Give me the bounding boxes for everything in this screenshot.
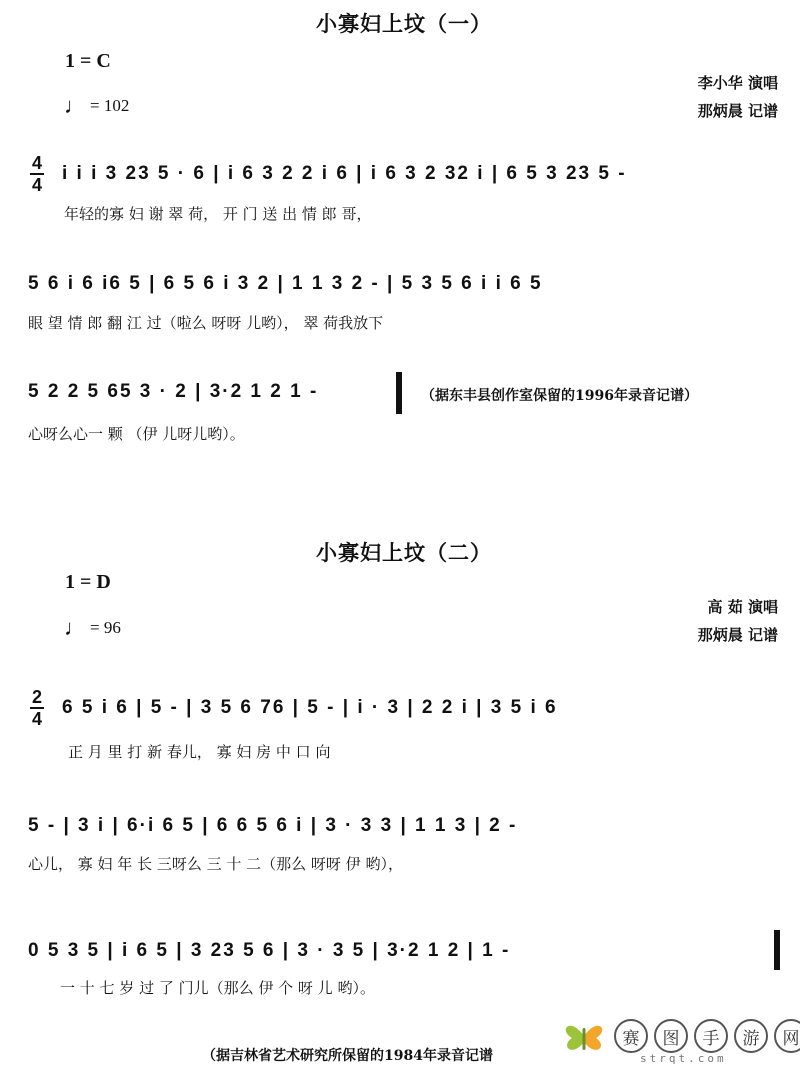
song1-key: 1 = C xyxy=(65,50,111,72)
song1-line3-notes: 5 2 2 5 65 3 · 2 | 3·2 1 2 1 - xyxy=(28,381,319,402)
song1-title: 小寡妇上坟（一） xyxy=(316,12,492,36)
butterfly-logo-icon xyxy=(560,1012,608,1060)
song1-transcriber: 那炳晨 记谱 xyxy=(697,102,778,120)
song1-line1-lyrics: 年轻的寡 妇 谢 翠 荷， 开 门 送 出 情 郎 哥， xyxy=(64,205,372,223)
song1-source: （据东丰县创作室保留的1996年录音记谱） xyxy=(421,388,698,404)
song2-key: 1 = D xyxy=(65,571,111,593)
song1-tempo-value: = 102 xyxy=(90,96,130,115)
song1-singer: 李小华 演唱 xyxy=(697,74,778,92)
song2-tempo xyxy=(64,617,121,639)
song1-line3-lyrics: 心呀么心一 颗 （伊 儿呀儿哟）。 xyxy=(28,425,245,443)
song2-line3-lyrics: 一 十 七 岁 过 了 门儿（那么 伊 个 呀 儿 哟）。 xyxy=(60,979,375,997)
song2-time-signature xyxy=(30,688,44,728)
watermark-char-4: 网 xyxy=(774,1019,800,1053)
watermark-char-0: 赛 xyxy=(614,1019,648,1053)
watermark-char-2: 手 xyxy=(694,1019,728,1053)
quarter-note-icon: ♩ xyxy=(64,615,86,640)
song2-singer: 高 茹 演唱 xyxy=(707,598,778,616)
song2-tempo-value: = 96 xyxy=(90,618,121,637)
song2-meter-bottom: 4 xyxy=(31,709,42,729)
song2-line2-lyrics: 心儿， 寡 妇 年 长 三呀么 三 十 二（那么 呀呀 伊 哟）， xyxy=(28,855,403,873)
song2-line3-notes: 0 5 3 5 | i 6 5 | 3 23 5 6 | 3 · 3 5 | 3·2 1 2 | 1 - xyxy=(28,940,511,961)
song2-line1-notes: 6 5 i 6 | 5 - | 3 5 6 76 | 5 - | i · 3 | 2 2 i | 3 5 i 6 xyxy=(62,697,558,718)
song2-meter-top: 2 xyxy=(31,687,42,707)
song1-meter-top: 4 xyxy=(31,153,42,173)
watermark-char-1: 图 xyxy=(654,1019,688,1053)
song2-final-barline xyxy=(774,930,780,970)
song1-line2-lyrics: 眼 望 情 郎 翻 江 过（啦么 呀呀 儿哟）， 翠 荷我放下 xyxy=(28,314,384,332)
song1-line1-notes: i i i 3 23 5 · 6 | i 6 3 2 2 i 6 | i 6 3 2 32 i | 6 5 3 23 5 - xyxy=(62,163,627,184)
song1-final-barline xyxy=(396,372,402,414)
song1-meter-bottom: 4 xyxy=(31,175,42,195)
song1-time-signature xyxy=(30,154,44,194)
song2-line1-lyrics: 正 月 里 打 新 春儿， 寡 妇 房 中 口 向 xyxy=(68,743,331,761)
watermark-char-3: 游 xyxy=(734,1019,768,1053)
song1-line2-notes: 5 6 i 6 i6 5 | 6 5 6 i 3 2 | 1 1 3 2 - | 5 3 5 6 i i 6 5 xyxy=(28,273,543,294)
song2-line2-notes: 5 - | 3 i | 6·i 6 5 | 6 6 5 6 i | 3 · 3 3 | 1 1 3 | 2 - xyxy=(28,815,518,836)
watermark-url: strqt.com xyxy=(640,1052,727,1065)
song2-title: 小寡妇上坟（二） xyxy=(316,541,492,565)
song2-transcriber: 那炳晨 记谱 xyxy=(697,626,778,644)
song2-source: （据吉林省艺术研究所保留的1984年录音记谱 xyxy=(202,1048,493,1064)
quarter-note-icon: ♩ xyxy=(64,93,86,118)
song1-tempo xyxy=(64,95,129,117)
